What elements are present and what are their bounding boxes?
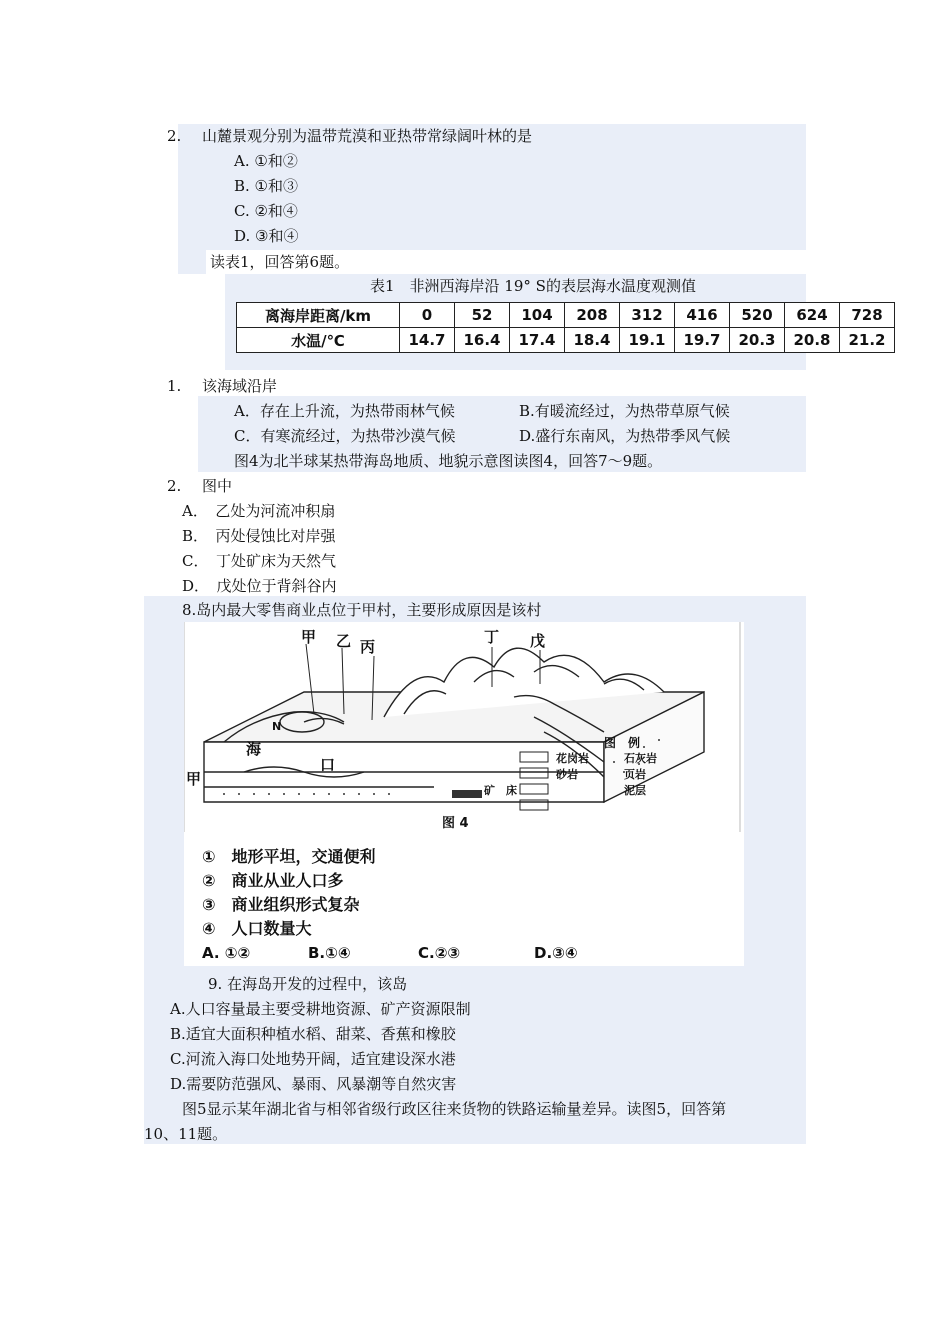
row-header: 离海岸距离/km — [237, 303, 400, 328]
table-cell: 208 — [565, 303, 620, 328]
option-b: B.有暖流经过，为热带草原气候 — [519, 402, 730, 420]
table-cell: 21.2 — [840, 328, 895, 353]
option-d: D. ③和④ — [234, 227, 299, 245]
reading-intro: 图4为北半球某热带海岛地质、地貌示意图读图4，回答7～9题。 — [234, 452, 663, 470]
option-d: D.需要防范强风、暴雨、风暴潮等自然灾害 — [170, 1075, 457, 1093]
label-yi: 乙 — [336, 632, 352, 650]
answer-c: C.②③ — [418, 944, 461, 962]
option-b: B.适宜大面积种植水稻、甜菜、香蕉和橡胶 — [170, 1025, 456, 1043]
table-caption: 表1 非洲西海岸沿 19° S的表层海水温度观测值 — [370, 277, 696, 295]
option-c: C．有寒流经过，为热带沙漠气候 — [234, 427, 456, 445]
option-d: D.盛行东南风，为热带季风气候 — [519, 427, 731, 445]
figure-caption: 图 4 — [442, 816, 469, 831]
question-number: 2. — [167, 127, 182, 145]
legend-item: 页岩 — [624, 768, 646, 781]
label-sea: 海 — [246, 740, 262, 758]
choice-item: ① 地形平坦，交通便利 — [202, 847, 376, 866]
table-cell: 520 — [730, 303, 785, 328]
table-cell: 312 — [620, 303, 675, 328]
reading-intro: 图5显示某年湖北省与相邻省级行政区往来货物的铁路运输量差异。读图5，回答第 — [182, 1100, 727, 1118]
question-stem: 山麓景观分别为温带荒漠和亚热带常绿阔叶林的是 — [202, 127, 533, 145]
north-arrow-icon: N — [272, 720, 282, 733]
table-cell: 17.4 — [510, 328, 565, 353]
option-a: A．存在上升流，为热带雨林气候 — [234, 402, 455, 420]
reading-intro: 读表1，回答第6题。 — [210, 253, 350, 271]
option-b: B． 丙处侵蚀比对岸强 — [182, 527, 336, 545]
question-stem-9: 9. 在海岛开发的过程中，该岛 — [208, 975, 408, 993]
sea-temperature-table — [236, 302, 895, 353]
legend-item: 矿 床 — [484, 784, 517, 797]
answer-d: D.③④ — [534, 944, 578, 962]
table-cell: 18.4 — [565, 328, 620, 353]
option-a: A.人口容量最主要受耕地资源、矿产资源限制 — [170, 1000, 471, 1018]
question-stem: 图中 — [202, 477, 233, 495]
table-cell: 16.4 — [455, 328, 510, 353]
table-row — [237, 328, 895, 353]
answer-a: A. ①② — [202, 944, 251, 962]
choice-item: ③ 商业组织形式复杂 — [202, 895, 360, 914]
question-stem: 该海域沿岸 — [202, 377, 278, 395]
label-wu: 戊 — [530, 632, 546, 650]
question-number: 1. — [167, 377, 182, 395]
option-c: C. ②和④ — [234, 202, 298, 220]
label-jia: 甲 — [301, 628, 317, 646]
table-cell: 20.3 — [730, 328, 785, 353]
label-jia-left: 甲 — [186, 770, 202, 788]
mineral-deposit-icon — [452, 790, 482, 798]
table-cell: 52 — [455, 303, 510, 328]
table-cell: 624 — [785, 303, 840, 328]
question-number: 2. — [167, 477, 182, 495]
legend-title: 图 例 — [604, 736, 641, 750]
option-c: C． 丁处矿床为天然气 — [182, 552, 336, 570]
option-d: D． 戊处位于背斜谷内 — [182, 577, 337, 595]
reading-intro-cont: 10、11题。 — [144, 1125, 228, 1143]
option-c: C.河流入海口处地势开阔，适宜建设深水港 — [170, 1050, 456, 1068]
row-header: 水温/℃ — [237, 328, 400, 353]
choice-item: ② 商业从业人口多 — [202, 871, 344, 890]
highlight-band-2 — [178, 250, 206, 274]
table-cell: 728 — [840, 303, 895, 328]
option-b: B. ①和③ — [234, 177, 299, 195]
table-cell: 104 — [510, 303, 565, 328]
option-a: A. ①和② — [234, 152, 298, 170]
choice-item: ④ 人口数量大 — [202, 919, 312, 938]
table-cell: 0 — [400, 303, 455, 328]
legend-item: 泥层 — [624, 784, 646, 797]
table-cell: 20.8 — [785, 328, 840, 353]
table-cell: 416 — [675, 303, 730, 328]
option-a: A． 乙处为河流冲积扇 — [182, 502, 336, 520]
figure-4 — [184, 622, 744, 966]
table-row — [237, 303, 895, 328]
table-cell: 14.7 — [400, 328, 455, 353]
label-ding: 丁 — [484, 628, 500, 646]
legend-item: 花岗岩 — [556, 752, 589, 765]
table-cell: 19.7 — [675, 328, 730, 353]
legend-item: 砂岩 — [556, 768, 578, 781]
table-cell: 19.1 — [620, 328, 675, 353]
legend-item: 石灰岩 — [624, 752, 657, 765]
label-bing: 丙 — [360, 638, 376, 656]
label-kou: 口 — [320, 756, 336, 774]
answer-b: B.①④ — [308, 944, 351, 962]
question-stem-8: 8.岛内最大零售商业点位于甲村，主要形成原因是该村 — [182, 601, 542, 619]
